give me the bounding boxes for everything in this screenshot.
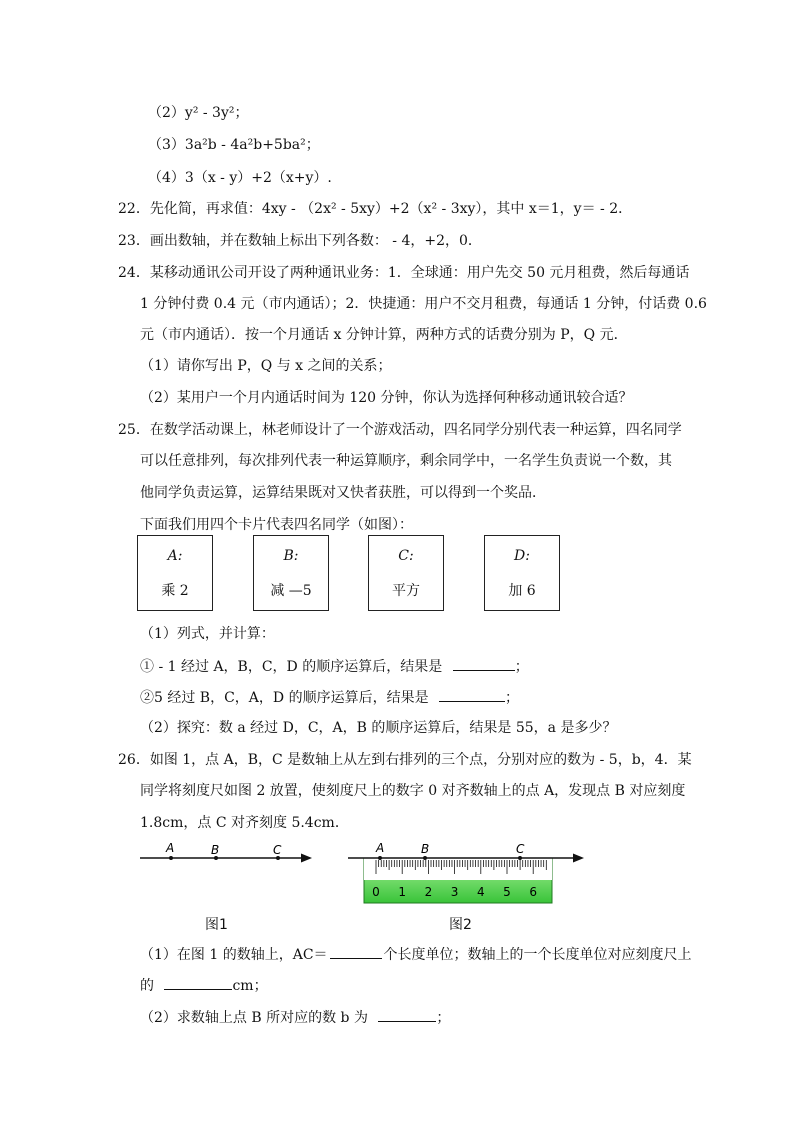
arrow-head (573, 854, 584, 863)
question-24-sub2: （2）某用户一个月内通话时间为 120 分钟，你认为选择何种移动通讯较合适？ (140, 390, 633, 406)
question-24-line2: 1 分钟付费 0.4 元（市内通话）；2．快捷通：用户不交月租费，每通话 1 分钟，付话费 0.6 (140, 296, 707, 312)
question-26-line3: 1.8cm，点 C 对齐刻度 5.4cm． (140, 815, 349, 831)
point-c (518, 856, 522, 860)
question-25-item2 (140, 687, 519, 708)
card-name: C: (398, 548, 414, 564)
sub1-text-a: （1）在图 1 的数轴上，AC＝ (140, 947, 328, 963)
sub1-text-b: 个长度单位；数轴上的一个长度单位对应刻度尺上 (383, 947, 692, 963)
card-a (137, 535, 213, 611)
card-name: B: (283, 548, 299, 564)
card-name: A: (167, 548, 183, 564)
card-d (484, 535, 560, 611)
question-25-sub2: （2）探究：数 a 经过 D，C，A，B 的顺序运算后，结果是 55，a 是多少？ (140, 720, 617, 736)
figure-1-caption: 图1 (205, 917, 228, 933)
question-25-item1 (140, 656, 529, 677)
ruler-tick-label: 2 (424, 885, 433, 899)
card-operation: 减 —5 (270, 583, 312, 599)
subquestion-2: （2）y² - 3y²； (148, 105, 249, 121)
item1-text: ① - 1 经过 A，B，C，D 的顺序运算后，结果是 (140, 659, 443, 675)
card-name: D: (514, 548, 530, 564)
question-24-line1: 24．某移动通讯公司开设了两种通讯业务：1．全球通：用户先交 50 元月租费，然后每通话 (118, 265, 690, 281)
point-a (378, 856, 382, 860)
label-b: B (211, 843, 220, 857)
ruler-tick-label: 1 (398, 885, 407, 899)
question-24-sub1: （1）请你写出 P，Q 与 x 之间的关系； (140, 358, 392, 374)
answer-blank[interactable] (439, 687, 505, 702)
label-c: C (273, 843, 282, 857)
label-b: B (421, 842, 430, 856)
sub2-end: ； (436, 1010, 451, 1026)
ruler-tick-label: 3 (450, 885, 459, 899)
question-25-line4: 下面我们用四个卡片代表四名同学（如图）： (140, 517, 413, 533)
ruler-scale-band (364, 858, 552, 880)
answer-blank[interactable] (330, 944, 382, 959)
label-c: C (516, 842, 525, 856)
question-22: 22．先化简，再求值：4xy - （2x² - 5xy）+2（x² - 3xy），其中 x＝1，y＝ - 2． (118, 201, 633, 217)
ruler-tick-label: 0 (372, 885, 380, 899)
sub1-text-d: cm； (232, 978, 268, 994)
card-operation: 乘 2 (161, 583, 189, 599)
card-b (253, 535, 329, 611)
ruler-tick-label: 4 (476, 885, 485, 899)
question-26-line1: 26．如图 1，点 A，B，C 是数轴上从左到右排列的三个点，分别对应的数为 - 5，b，4．某 (118, 752, 692, 768)
answer-blank[interactable] (453, 656, 515, 671)
subquestion-4: （4）3（x - y）+2（x+y）. (148, 170, 332, 186)
card-operation: 平方 (392, 583, 420, 599)
question-25-line2: 可以任意排列，每次排列代表一种运算顺序，剩余同学中，一名学生负责说一个数，其 (140, 453, 672, 469)
figure-1-number-line (135, 838, 320, 873)
card-operation: 加 6 (508, 583, 536, 599)
arrow-head (301, 854, 312, 863)
subquestion-3: （3）3a²b - 4a²b+5ba²； (148, 137, 320, 153)
question-26-sub1-line1 (140, 944, 692, 965)
point-a (169, 856, 173, 860)
card-c (368, 535, 444, 611)
label-a: A (376, 841, 385, 855)
answer-blank[interactable] (378, 1007, 436, 1022)
label-a: A (166, 841, 175, 855)
question-26-line2: 同学将刻度尺如图 2 放置，使刻度尺上的数字 0 对齐数轴上的点 A，发现点 B 对应刻度 (140, 783, 686, 799)
question-23: 23．画出数轴，并在数轴上标出下列各数： - 4，+2，0． (118, 233, 482, 249)
point-b (423, 856, 427, 860)
answer-blank[interactable] (164, 975, 232, 990)
question-25-line3: 他同学负责运算，运算结果既对又快者获胜，可以得到一个奖品． (140, 485, 546, 501)
question-25-sub1: （1）列式，并计算： (140, 626, 275, 642)
ruler-tick-label: 5 (503, 885, 511, 899)
figure-2-ruler (340, 838, 590, 908)
sub2-text: （2）求数轴上点 B 所对应的数 b 为 (140, 1010, 368, 1026)
question-26-sub2 (140, 1007, 450, 1028)
item1-end: ； (514, 659, 529, 675)
item2-end: ； (505, 690, 520, 706)
question-26-sub1-line2 (140, 975, 268, 996)
figure-2-caption: 图2 (449, 917, 472, 933)
sub1-text-c: 的 (140, 978, 154, 994)
question-24-line3: 元（市内通话）．按一个月通话 x 分钟计算，两种方式的话费分别为 P，Q 元． (140, 327, 628, 343)
item2-text: ②5 经过 B，C，A，D 的顺序运算后，结果是 (140, 690, 429, 706)
question-25-line1: 25．在数学活动课上，林老师设计了一个游戏活动，四名同学分别代表一种运算，四名同学 (118, 422, 682, 438)
ruler-tick-label: 6 (529, 885, 538, 899)
